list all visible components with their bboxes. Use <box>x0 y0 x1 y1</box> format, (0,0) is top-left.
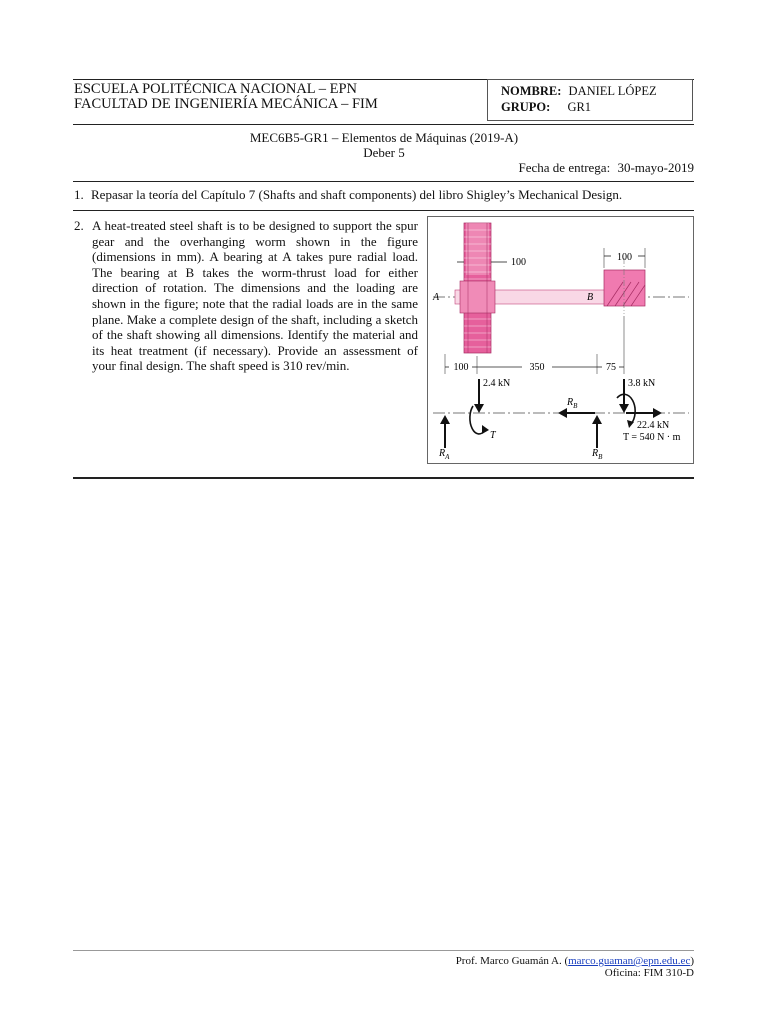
header-bottom-rule <box>73 124 694 125</box>
due-date: 30-mayo-2019 <box>617 160 694 175</box>
section-rule-2 <box>73 210 694 211</box>
footer-professor <box>456 955 694 967</box>
reaction-b-axial-label: $R_B$ <box>567 397 578 410</box>
faculty-name: FACULTAD DE INGENIERÍA MECÁNICA – FIM <box>74 96 378 112</box>
student-info-box <box>487 79 693 121</box>
thrust-force: 22.4 kN <box>637 420 670 431</box>
task-number-2: 2. <box>74 218 84 233</box>
section-rule-1 <box>73 181 694 182</box>
professor-email-link[interactable]: marco.guaman@epn.edu.ec <box>568 955 691 967</box>
footer-office: Oficina: FIM 310-D <box>604 967 694 979</box>
dim-gear-width: 100 <box>511 257 526 268</box>
section-rule-3 <box>73 477 694 479</box>
task-number: 1. <box>74 187 84 202</box>
professor-name: Prof. Marco Guamán A. ( <box>455 955 569 967</box>
dim-worm-width: 100 <box>617 252 632 263</box>
bearing-a-label: A <box>433 292 440 303</box>
load-worm: 3.8 kN <box>628 378 656 389</box>
name-label: NOMBRE: <box>501 84 562 98</box>
reaction-a-label: $R_A$ <box>439 448 450 461</box>
load-gear: 2.4 kN <box>483 378 511 389</box>
group-label: GRUPO: <box>501 100 551 114</box>
reaction-b-label: $R_B$ <box>592 448 603 461</box>
professor-close: ) <box>690 955 694 967</box>
due-label: Fecha de entrega: <box>518 160 611 175</box>
torque-gear-label: T <box>490 430 496 441</box>
torque-value: T = 540 N · m <box>623 432 681 443</box>
shaft-figure <box>427 216 694 464</box>
due-date-line <box>519 160 694 176</box>
spur-gear <box>460 223 495 353</box>
assignment-title: Deber 5 <box>363 145 405 160</box>
group-value: GR1 <box>567 100 592 114</box>
school-name: ESCUELA POLITÉCNICA NACIONAL – EPN <box>74 81 358 97</box>
course-title: MEC6B5-GR1 – Elementos de Máquinas (2019-A) <box>249 130 519 145</box>
task-item-1 <box>74 187 694 203</box>
dim-span: 350 <box>529 362 545 373</box>
task-text-2: A heat-treated steel shaft is to be designed to support the spur gear and the overhanging worm shown in the figure (dimensions in mm). A bearing at A takes pure radial load. The bearing at B takes the worm-thrust load for either direction of rotation. The dimensions and the loading are shown in the figure; note that the radial loads are in the same plane. Make a complete design of the shaft, including a sketch of the shaft showing all dimensions. Identify the material and its heat treatment (if necessary). Provide an assessment of your final design. The shaft speed is 310 rev/min. <box>92 218 418 374</box>
group-row <box>501 100 591 115</box>
name-row <box>501 84 657 99</box>
task-text: Repasar la teoría del Capítulo 7 (Shafts and shaft components) del libro Shigley’s Mechanical Design. <box>91 187 623 202</box>
dim-overhang: 75 <box>606 362 616 373</box>
bearing-b-label: B <box>587 292 594 303</box>
school-header <box>74 82 378 112</box>
dim-left: 100 <box>453 362 469 373</box>
footer-rule <box>73 950 694 951</box>
name-value: DANIEL LÓPEZ <box>568 84 657 98</box>
footer <box>456 955 694 979</box>
